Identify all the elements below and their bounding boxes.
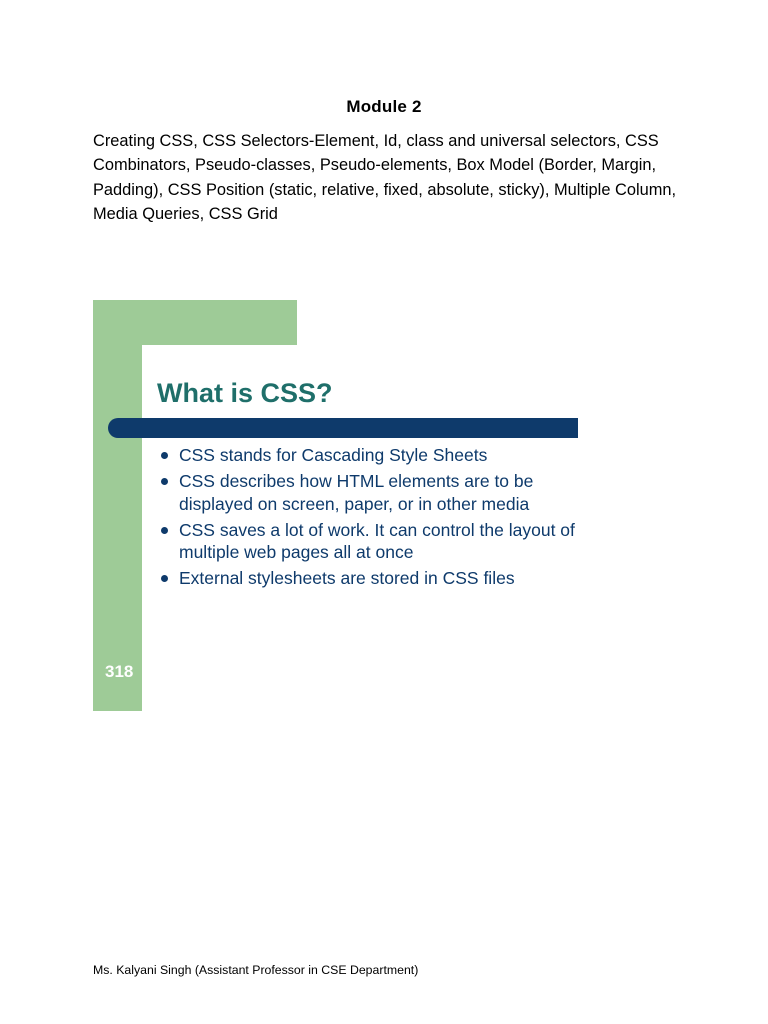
list-item: External stylesheets are stored in CSS files xyxy=(161,567,591,590)
slide-number: 318 xyxy=(105,662,134,681)
bullet-dot-icon xyxy=(161,478,168,485)
slide-title-underline-bar xyxy=(108,418,578,438)
slide-title: What is CSS? xyxy=(157,378,333,408)
slide-green-left-band xyxy=(93,300,142,711)
list-item: CSS saves a lot of work. It can control the layout of multiple web pages all at once xyxy=(161,519,591,564)
module-title: Module 2 xyxy=(346,97,422,116)
bullet-dot-icon xyxy=(161,452,168,459)
bullet-dot-icon xyxy=(161,575,168,582)
bullet-dot-icon xyxy=(161,527,168,534)
slide-bullet-list xyxy=(161,444,591,593)
list-item: CSS describes how HTML elements are to be displayed on screen, paper, or in other media xyxy=(161,470,591,515)
list-item: CSS stands for Cascading Style Sheets xyxy=(161,444,591,467)
module-description: Creating CSS, CSS Selectors-Element, Id, class and universal selectors, CSS Combinators, Pseudo-classes, Pseudo-elements, Box Model (Border, Margin, Padding), CSS Position (static, relative, fixed, absolute, sticky), Multiple Column, Media Queries, CSS Grid xyxy=(93,132,677,223)
slide-image xyxy=(93,300,593,711)
page-footer: Ms. Kalyani Singh (Assistant Professor in CSE Department) xyxy=(93,963,419,977)
